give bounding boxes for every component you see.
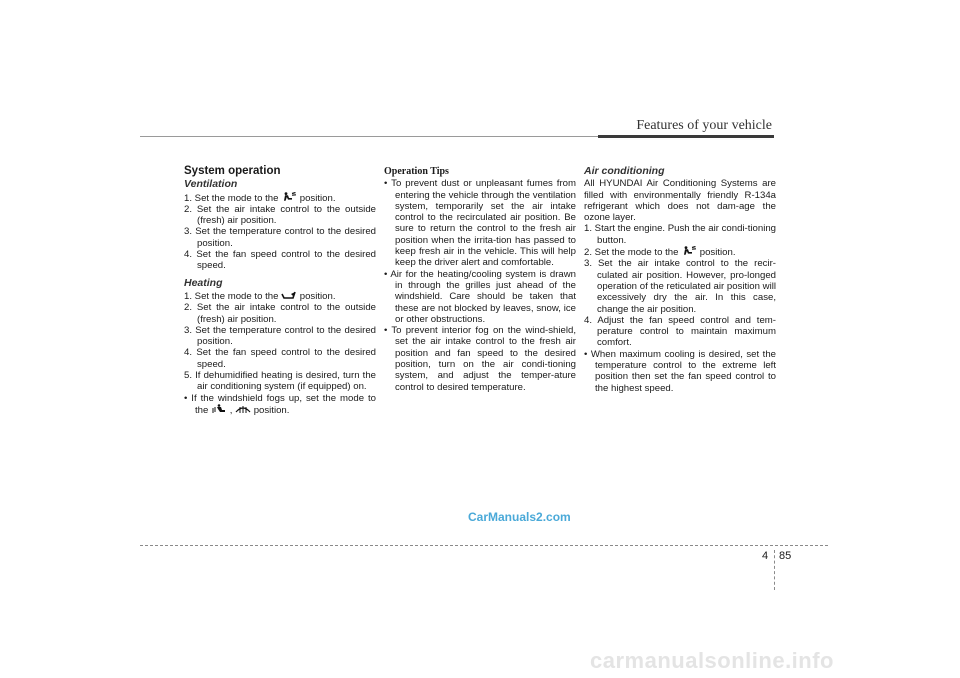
step-text: position. xyxy=(299,192,336,204)
air-conditioning-title: Air conditioning xyxy=(584,165,665,177)
heating-bullet xyxy=(184,393,376,417)
header-rule-thin xyxy=(140,136,600,137)
bullet-text: position. xyxy=(253,404,290,416)
footer-rule xyxy=(140,545,828,546)
ac-step-3: 3. Set the air intake control to the recir-culated air position. However, pro-longed operation of the reticulated air position will excessively dry the air. In this case, change the air position. xyxy=(584,258,776,315)
header-rule xyxy=(598,135,774,138)
ventilation-step-4: 4. Set the fan speed control to the desired speed. xyxy=(184,249,376,272)
bullet-text: , xyxy=(229,404,233,416)
heating-step-5: 5. If dehumidified heating is desired, turn the air conditioning system (if equipped) on. xyxy=(184,370,376,393)
tip-bullet: • To prevent interior fog on the wind-shield, set the air intake control to the fresh air position and fan speed to the desired position, turn on the air condi-tioning system, and adjust the temper-ature control to desired temperature. xyxy=(384,325,576,393)
heating-step-2: 2. Set the air intake control to the outside (fresh) air position. xyxy=(184,302,376,325)
tip-bullet: • Air for the heating/cooling system is drawn in through the grilles just ahead of the windshield. Care should be taken that these are not blocked by leaves, snow, ice or other obstructions. xyxy=(384,268,576,325)
ac-step-2 xyxy=(584,246,776,258)
heating-step-3: 3. Set the temperature control to the desired position. xyxy=(184,324,376,348)
ventilation-step-2: 2. Set the air intake control to the outside (fresh) air position. xyxy=(184,203,376,227)
face-vent-icon xyxy=(681,246,697,256)
step-text: 2. Set the mode to the xyxy=(584,247,679,259)
section-title: System operation xyxy=(184,165,281,177)
floor-defrost-icon xyxy=(211,404,227,414)
watermark-link[interactable]: CarManuals2.com xyxy=(468,510,571,524)
step-text: 1. Set the mode to the xyxy=(184,290,279,302)
step-text: 1. Set the mode to the xyxy=(184,192,279,204)
column-operation-tips xyxy=(384,166,576,393)
heating-step-1 xyxy=(184,290,376,302)
bullet-text: • If the windshield fogs up, set the mode to the xyxy=(184,392,376,416)
step-text: position. xyxy=(299,290,336,302)
column-system-operation xyxy=(184,166,376,416)
page-number: 85 xyxy=(779,550,792,562)
windshield-defrost-icon xyxy=(235,404,251,414)
footer-vertical-rule xyxy=(774,550,775,590)
site-watermark: carmanualsonline.info xyxy=(590,648,834,673)
page-header-title: Features of your vehicle xyxy=(636,118,772,133)
ac-step-4: 4. Adjust the fan speed control and tem-perature control to maintain maximum comfort. xyxy=(584,314,776,349)
floor-heat-icon xyxy=(281,290,297,300)
ventilation-step-3: 3. Set the temperature control to the desired position. xyxy=(184,226,376,249)
face-vent-icon xyxy=(281,192,297,202)
step-text: position. xyxy=(699,247,736,259)
tip-bullet: • To prevent dust or unpleasant fumes from entering the vehicle through the ventilation system, temporarily set the air intake control to the recirculated air position. Be sure to return the control to the fresh air position when the irrita-tion has passed to keep fresh air in the vehicle. This will help keep the driver alert and comfortable. xyxy=(384,178,576,269)
column-air-conditioning xyxy=(584,166,776,394)
ac-bullet: • When maximum cooling is desired, set the temperature control to the extreme left position then set the fan speed control to the highest speed. xyxy=(584,348,776,394)
heating-step-4: 4. Set the fan speed control to the desired speed. xyxy=(184,347,376,370)
heating-title: Heating xyxy=(184,276,223,289)
ventilation-title: Ventilation xyxy=(184,178,238,191)
air-conditioning-intro: All HYUNDAI Air Conditioning Systems are filled with environmentally friendly R-134a refrigerant which does not dam-age the ozone layer. xyxy=(584,178,776,224)
operation-tips-title: Operation Tips xyxy=(384,166,449,177)
ac-step-1: 1. Start the engine. Push the air condi-tioning button. xyxy=(584,223,776,246)
ventilation-step-1 xyxy=(184,192,376,204)
chapter-number: 4 xyxy=(762,550,769,562)
